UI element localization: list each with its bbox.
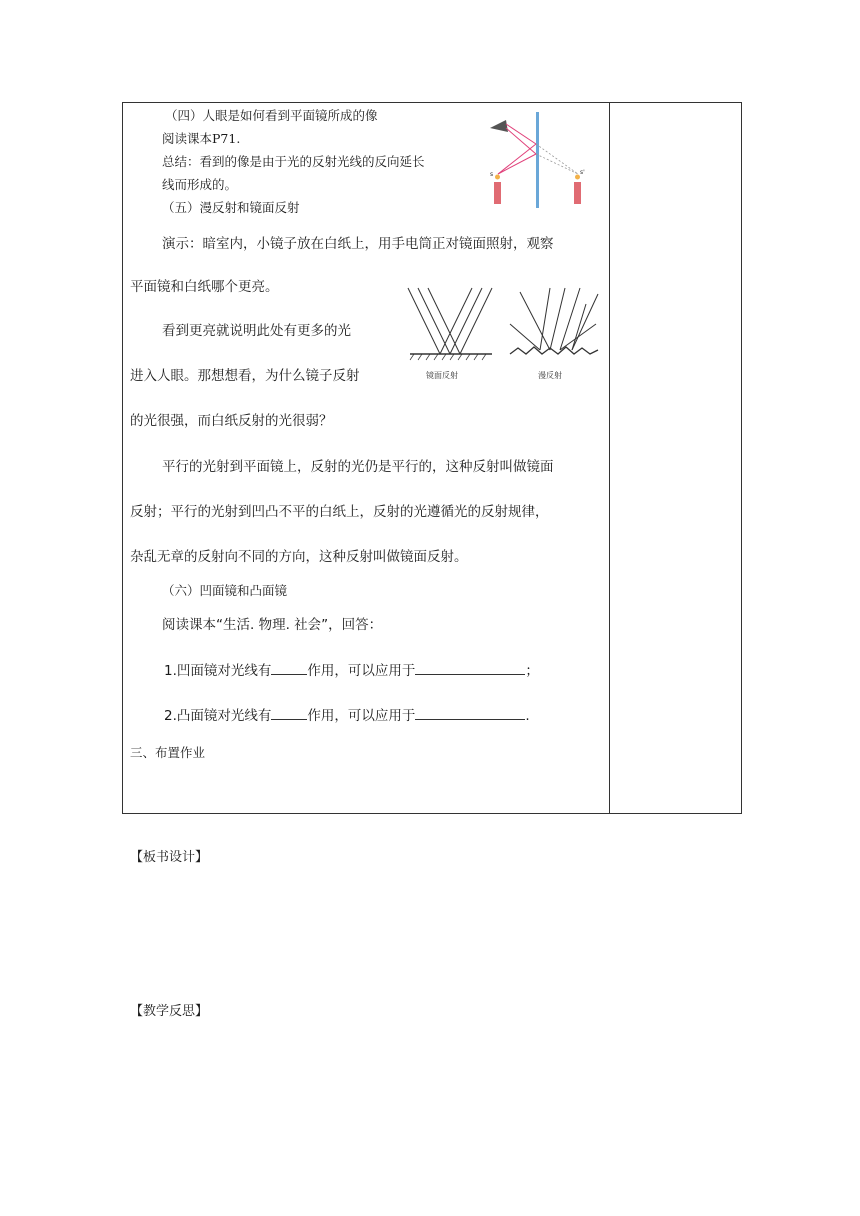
demo-line3: 看到更亮就说明此处有更多的光 [162, 323, 351, 339]
label-s-image: s' [580, 169, 585, 176]
label-s: s [490, 171, 494, 178]
section-4-title: （四）人眼是如何看到平面镜所成的像 [165, 108, 378, 123]
mirror-line [536, 112, 539, 208]
question-2-blank-2[interactable] [415, 707, 525, 720]
table-column-divider [609, 102, 610, 814]
rough-surface [510, 347, 598, 354]
question-1-blank-1[interactable] [271, 662, 307, 675]
specular-label: 镜面反射 [426, 371, 458, 380]
plane-mirror-image-figure [486, 110, 590, 210]
question-1 [164, 662, 539, 679]
demo-line4: 进入人眼。那想想看，为什么镜子反射 [130, 368, 360, 384]
virtual-rays [536, 144, 578, 174]
section-6-title: （六）凹面镜和凸面镜 [162, 583, 288, 598]
question-2-part-a: 凸面镜对光线有 [176, 708, 272, 724]
eye-icon [490, 120, 508, 132]
reflected-rays [498, 124, 536, 174]
question-1-part-a: 凹面镜对光线有 [176, 663, 272, 679]
question-2-blank-1[interactable] [271, 707, 307, 720]
demo-line5: 的光很强，而白纸反射的光很弱？ [130, 413, 333, 429]
section-5-title: （五）漫反射和镜面反射 [162, 200, 300, 215]
board-design-heading: 【板书设计】 [130, 850, 209, 865]
diffuse-label: 漫反射 [538, 371, 562, 380]
specular-rays [408, 288, 492, 354]
question-1-part-b: 作用，可以应用于 [307, 663, 416, 679]
homework-heading: 三、布置作业 [130, 745, 206, 760]
question-1-blank-2[interactable] [415, 662, 525, 675]
teaching-reflection-heading: 【教学反思】 [130, 1004, 209, 1019]
diffuse-rays [510, 288, 598, 350]
candle-image [574, 182, 581, 204]
question-2 [164, 707, 530, 724]
explanation-line2: 反射；平行的光射到凹凸不平的白纸上，反射的光遵循光的反射规律， [130, 504, 549, 520]
section-6-read: 阅读课本“生活. 物理. 社会”，回答： [162, 617, 383, 633]
candle-object [494, 182, 501, 204]
explanation-line1: 平行的光射到平面镜上，反射的光仍是平行的，这种反射叫做镜面 [162, 459, 554, 475]
question-1-number: 1. [164, 663, 177, 679]
flame-icon [495, 175, 500, 180]
question-2-number: 2. [164, 708, 177, 724]
demo-line1: 演示：暗室内，小镜子放在白纸上，用手电筒正对镜面照射，观察 [162, 236, 554, 252]
explanation-line3: 杂乱无章的反射向不同的方向，这种反射叫做镜面反射。 [130, 549, 468, 565]
question-2-part-b: 作用，可以应用于 [307, 708, 416, 724]
question-1-end: ； [525, 663, 539, 679]
demo-line2: 平面镜和白纸哪个更亮。 [130, 279, 279, 295]
specular-diffuse-figure [400, 284, 610, 384]
question-2-end: . [525, 708, 530, 724]
flat-surface-hatch [410, 354, 486, 360]
section-4-summary-line1: 总结：看到的像是由于光的反射光线的反向延长 [162, 154, 425, 169]
section-4-read: 阅读课本P71. [162, 131, 241, 146]
section-4-summary-line2: 线而形成的。 [162, 177, 238, 192]
